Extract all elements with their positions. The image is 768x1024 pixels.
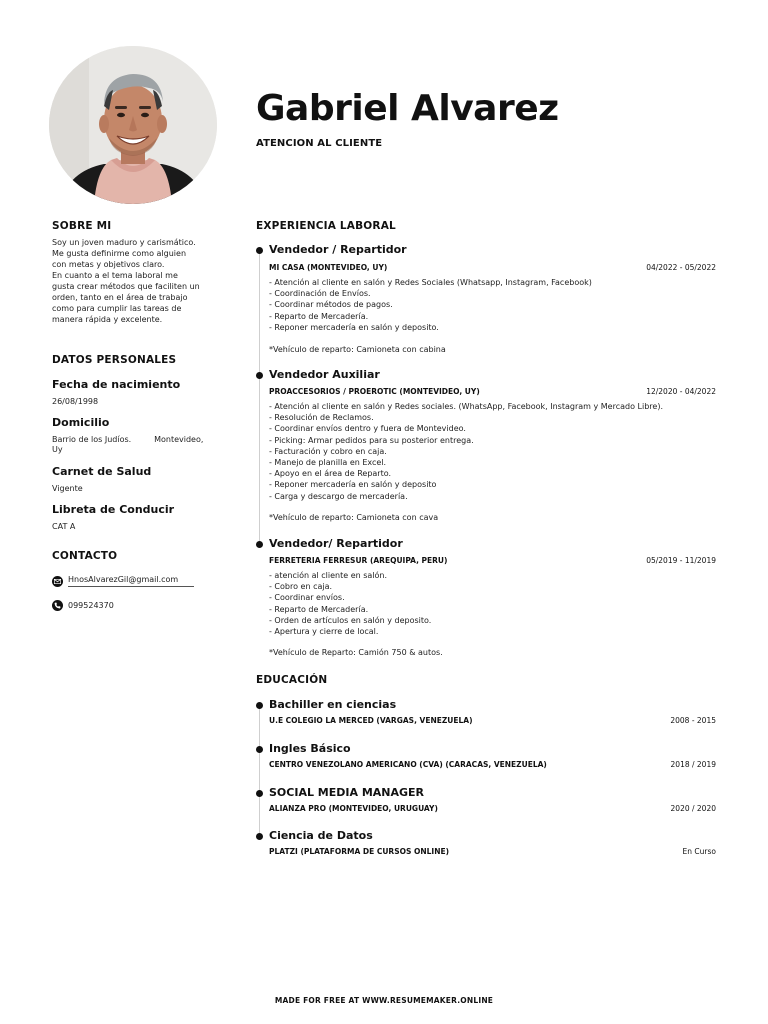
job-duty: - Coordinar envíos.: [269, 593, 345, 603]
job-duties: [269, 570, 716, 637]
education-org: PLATZI (PLATAFORMA DE CURSOS ONLINE): [269, 847, 450, 856]
education-title-item: Ciencia de Datos: [269, 829, 373, 842]
education-date: 2008 - 2015: [670, 716, 716, 725]
job-duty: - Coordinación de Envíos.: [269, 289, 371, 299]
job-duty: - Apoyo en el área de Reparto.: [269, 469, 392, 479]
education-org: CENTRO VENEZOLANO AMERICANO (CVA) (CARACAS, VENEZUELA): [269, 760, 547, 769]
job-duty: - Carga y descargo de mercadería.: [269, 491, 408, 501]
job-duty: - Picking: Armar pedidos para su posterior entrega.: [269, 435, 474, 445]
job-duty: - Apertura y cierre de local.: [269, 627, 379, 637]
education-title-item: Ingles Básico: [269, 742, 351, 755]
job-duty: - Reparto de Mercadería.: [269, 311, 369, 321]
footer-credit[interactable]: MADE FOR FREE AT WWW.RESUMEMAKER.ONLINE: [274, 996, 494, 1005]
timeline-dot: [256, 372, 263, 379]
birth-label: Fecha de nacimiento: [52, 378, 181, 391]
experience-title: EXPERIENCIA LABORAL: [256, 220, 396, 232]
contact-section: [52, 550, 212, 562]
job-title: Vendedor Auxiliar: [269, 368, 380, 381]
health-label: Carnet de Salud: [52, 465, 152, 478]
job-org: FERRETERIA FERRESUR (AREQUIPA, PERU): [269, 556, 448, 565]
job-duties: [269, 277, 716, 333]
address-label: Domicilio: [52, 416, 110, 429]
phone-icon: [52, 600, 63, 611]
education-title-item: SOCIAL MEDIA MANAGER: [269, 786, 425, 799]
job-title: Vendedor / Repartidor: [269, 243, 407, 256]
education-title: EDUCACIÓN: [256, 674, 328, 686]
timeline-dot: [256, 541, 263, 548]
education-date: 2018 / 2019: [670, 760, 716, 769]
education-org: U.E COLEGIO LA MERCED (VARGAS, VENEZUELA): [269, 716, 473, 725]
birth-field: [52, 378, 212, 407]
mail-icon: [52, 576, 63, 587]
health-field: [52, 465, 212, 494]
address-value-line1: Barrio de los Judíos. Montevideo,: [52, 435, 204, 444]
job-date: 04/2022 - 05/2022: [646, 263, 716, 272]
education-date: En Curso: [682, 847, 716, 856]
about-section: [52, 220, 212, 325]
about-text: Soy un joven maduro y carismático. Me gusta definirme como alguien con metas y objetivos claro. En cuanto a el tema laboral me gusta crear métodos que faciliten un orden, tanto en el área de trabajo como para cumplir las tareas de manera rápida y excelente.: [52, 238, 200, 324]
profile-photo: [49, 46, 217, 204]
job-duty: - Reparto de Mercadería.: [269, 604, 369, 614]
job-note: *Vehículo de reparto: Camioneta con cava: [269, 513, 439, 522]
education-title-item: Bachiller en ciencias: [269, 698, 397, 711]
contact-email[interactable]: HnosAlvarezGil@gmail.com: [68, 575, 194, 587]
job-duty: - atención al cliente en salón.: [269, 571, 388, 580]
job-duty: - Cobro en caja.: [269, 582, 333, 592]
job-date: 05/2019 - 11/2019: [646, 556, 716, 565]
experience-entry: [256, 368, 716, 528]
job-note: *Vehículo de reparto: Camioneta con cabina: [269, 345, 446, 354]
education-entry: [256, 742, 716, 774]
education-org: ALIANZA PRO (MONTEVIDEO, URUGUAY): [269, 804, 438, 813]
experience-entry: [256, 243, 716, 358]
job-duty: - Facturación y cobro en caja.: [269, 446, 387, 456]
license-value: CAT A: [52, 522, 76, 531]
job-duty: - Coordinar métodos de pagos.: [269, 300, 393, 310]
job-duty: - Reponer mercadería en salón y deposito.: [269, 322, 439, 332]
contact-phone[interactable]: 099524370: [68, 601, 114, 610]
timeline-dot: [256, 746, 263, 753]
job-duty: - Atención al cliente en salón y Redes sociales. (WhatsApp, Facebook, Instagram y Mercado Libre).: [269, 402, 663, 411]
job-date: 12/2020 - 04/2022: [646, 387, 716, 396]
candidate-name: Gabriel Alvarez: [256, 88, 559, 129]
education-entry: [256, 786, 716, 818]
timeline-dot: [256, 247, 263, 254]
contact-title: CONTACTO: [52, 550, 118, 562]
job-duty: - Orden de artículos en salón y deposito.: [269, 615, 432, 625]
job-duty: - Manejo de planilla en Excel.: [269, 458, 387, 468]
license-field: [52, 503, 212, 532]
personal-section: [52, 354, 212, 366]
timeline-dot: [256, 702, 263, 709]
education-entry: [256, 829, 716, 861]
contact-email-row[interactable]: [52, 575, 212, 587]
job-note: *Vehículo de Reparto: Camión 750 & autos.: [269, 648, 443, 657]
health-value: Vigente: [52, 484, 83, 493]
experience-entry: [256, 537, 716, 662]
address-value-line2: Uy: [52, 445, 63, 454]
birth-value: 26/08/1998: [52, 397, 99, 406]
job-org: MI CASA (MONTEVIDEO, UY): [269, 263, 388, 272]
job-duty: - Coordinar envíos dentro y fuera de Montevideo.: [269, 424, 466, 434]
education-date: 2020 / 2020: [670, 804, 716, 813]
about-title: SOBRE MI: [52, 220, 112, 232]
job-duty: - Resolución de Reclamos.: [269, 413, 374, 423]
job-duties: [269, 401, 716, 502]
education-entry: [256, 698, 716, 730]
personal-title: DATOS PERSONALES: [52, 354, 177, 366]
job-org: PROACCESORIOS / PROEROTIC (MONTEVIDEO, UY): [269, 387, 480, 396]
contact-phone-row[interactable]: [52, 600, 212, 611]
timeline-dot: [256, 790, 263, 797]
address-field: [52, 416, 212, 455]
timeline-dot: [256, 833, 263, 840]
candidate-role: ATENCION AL CLIENTE: [256, 138, 383, 149]
job-title: Vendedor/ Repartidor: [269, 537, 403, 550]
job-duty: - Reponer mercadería en salón y deposito: [269, 480, 437, 490]
job-duty: - Atención al cliente en salón y Redes Sociales (Whatsapp, Instagram, Facebook): [269, 278, 592, 287]
license-label: Libreta de Conducir: [52, 503, 175, 516]
